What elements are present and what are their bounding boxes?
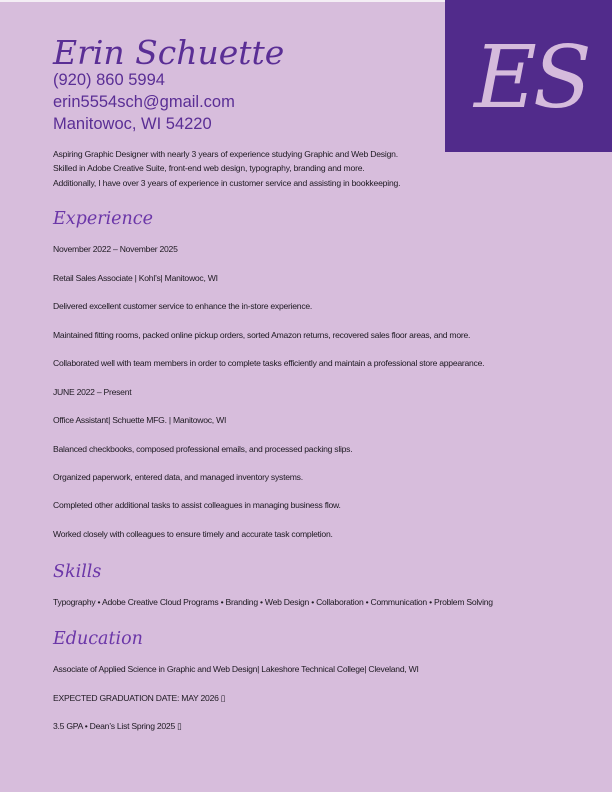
contact-phone: (920) 860 5994	[53, 71, 165, 89]
education-gpa: 3.5 GPA • Dean’s List Spring 2025 ▯	[53, 721, 182, 731]
resume-name: Erin Schuette	[53, 33, 285, 72]
job-duty: Worked closely with colleagues to ensure timely and accurate task completion.	[53, 529, 333, 539]
monogram-initials: ES	[474, 28, 588, 128]
job-duty: Organized paperwork, entered data, and managed inventory systems.	[53, 472, 303, 482]
job-duty: Completed other additional tasks to assist colleagues in managing business flow.	[53, 500, 341, 510]
experience-heading: Experience	[53, 209, 153, 229]
contact-location: Manitowoc, WI 54220	[53, 115, 212, 133]
education-graduation: EXPECTED GRADUATION DATE: MAY 2026 ▯	[53, 693, 226, 703]
job-duty: Maintained fitting rooms, packed online pickup orders, sorted Amazon returns, recovered sales floor areas, and more.	[53, 330, 471, 340]
skills-list: Typography • Adobe Creative Cloud Programs • Branding • Web Design • Collaboration • Communication • Problem Solving	[53, 597, 493, 607]
monogram-block	[445, 0, 612, 152]
summary-line: Skilled in Adobe Creative Suite, front-end web design, typography, branding and more.	[53, 163, 365, 174]
job-dates: JUNE 2022 – Present	[53, 387, 132, 397]
education-heading: Education	[53, 629, 143, 649]
summary-paragraph	[53, 147, 413, 190]
summary-line: Aspiring Graphic Designer with nearly 3 years of experience studying Graphic and Web Design.	[53, 149, 398, 159]
summary-line: Additionally, I have over 3 years of experience in customer service and assisting in bookkeeping.	[53, 177, 401, 188]
job-dates: November 2022 – November 2025	[53, 244, 178, 254]
contact-email[interactable]: erin5554sch@gmail.com	[53, 93, 235, 111]
education-program: Associate of Applied Science in Graphic and Web Design| Lakeshore Technical College| Cleveland, WI	[53, 664, 419, 674]
job-title: Office Assistant| Schuette MFG. | Manitowoc, WI	[53, 415, 227, 425]
job-duty: Balanced checkbooks, composed professional emails, and processed packing slips.	[53, 444, 353, 454]
job-title: Retail Sales Associate | Kohl’s| Manitowoc, WI	[53, 273, 218, 283]
job-duty: Collaborated well with team members in order to complete tasks efficiently and maintain a professional store appearance.	[53, 358, 485, 368]
job-duty: Delivered excellent customer service to enhance the in-store experience.	[53, 301, 313, 311]
skills-heading: Skills	[53, 562, 102, 582]
